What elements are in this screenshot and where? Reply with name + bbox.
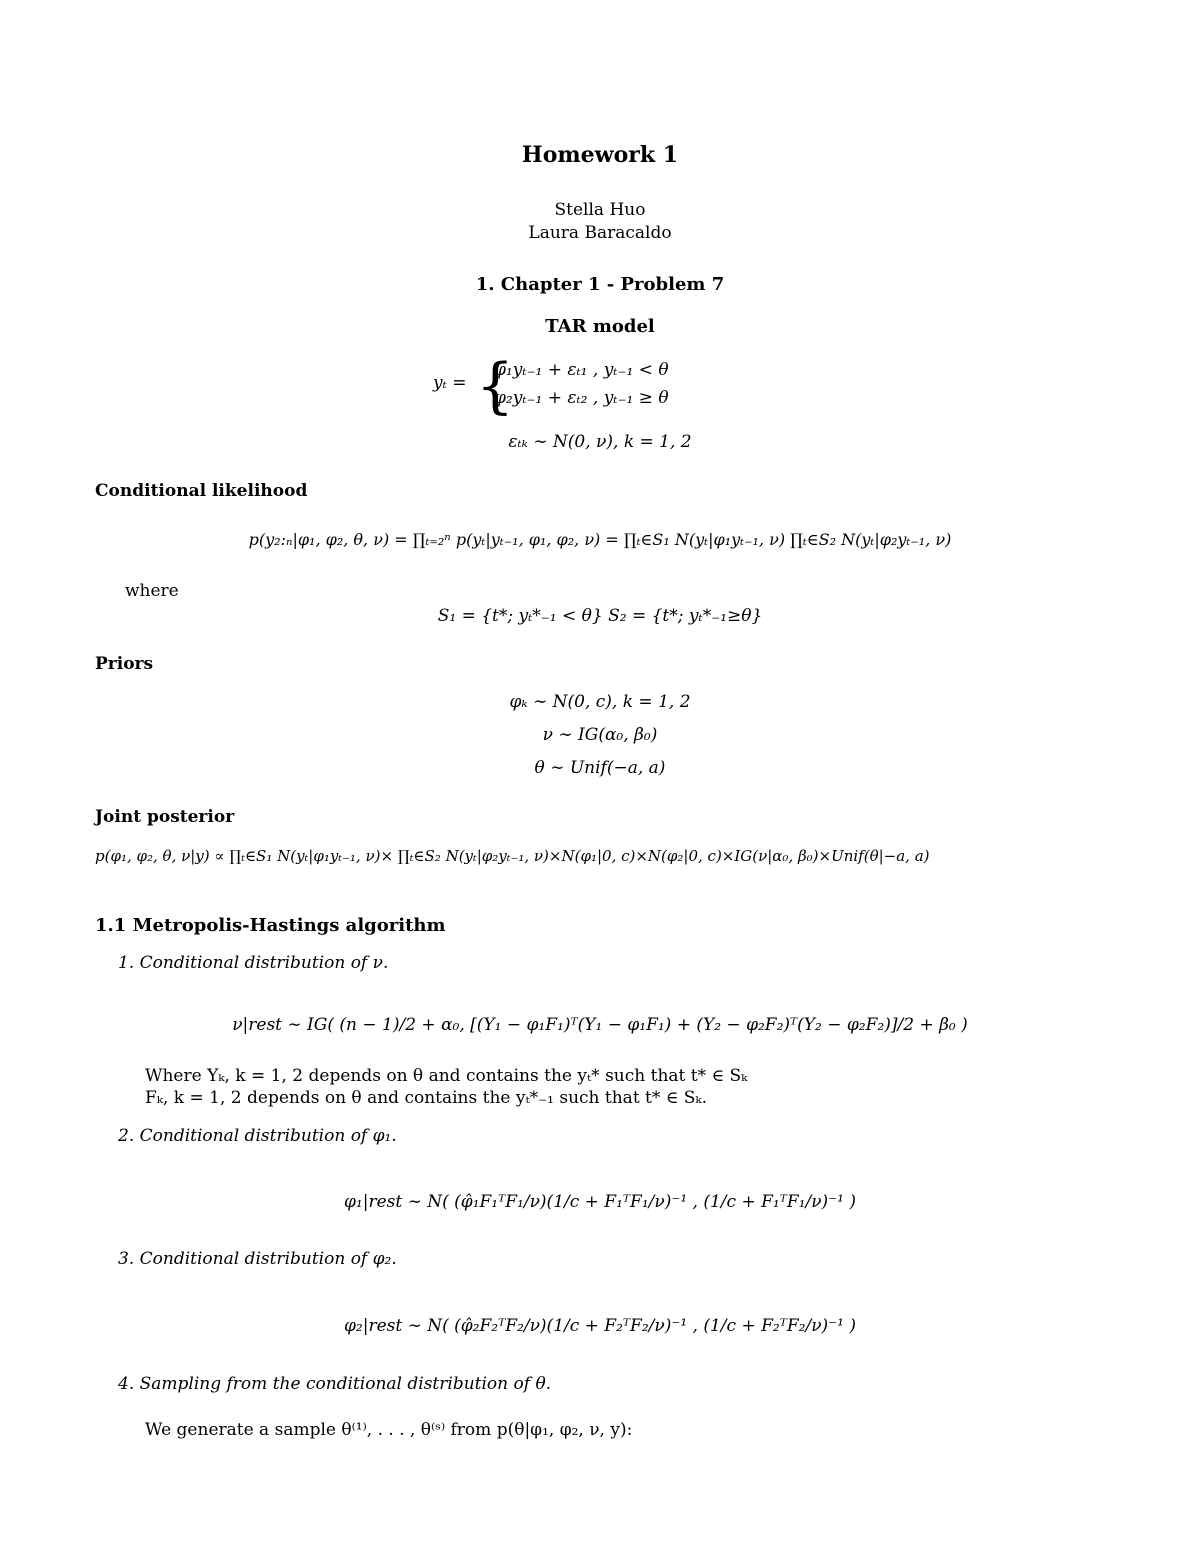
document-title: Homework 1 [521, 142, 679, 168]
step-1-equation: ν|rest ∼ IG( (n − 1)/2 + α₀, [(Y₁ − φ₁F₁)ᵀ(Y₁ − φ₁F₁) + (Y₂ − φ₂F₂)ᵀ(Y₂ − φ₂F₂)]/2 + β₀ ) [232, 1015, 968, 1035]
cases-brace: { [476, 351, 515, 421]
step-2-label: 2. Conditional distribution of φ₁. [118, 1126, 397, 1146]
tar-case-2: φ₂yₜ₋₁ + εₜ₂ , yₜ₋₁ ≥ θ [494, 388, 669, 408]
problem-heading: 1. Chapter 1 - Problem 7 [475, 274, 725, 295]
conditional-likelihood-equation: p(y₂:ₙ|φ₁, φ₂, θ, ν) = ∏ₜ₌₂ⁿ p(yₜ|yₜ₋₁, φ₁, φ₂, ν) = ∏ₜ∈S₁ N(yₜ|φ₁yₜ₋₁, ν) ∏ₜ∈S₂ N(yₜ|φ₂yₜ₋₁, ν) [248, 530, 952, 549]
tar-case-1: φ₁yₜ₋₁ + εₜ₁ , yₜ₋₁ < θ [494, 360, 669, 380]
author-1: Stella Huo [554, 200, 646, 220]
step-2-equation: φ₁|rest ∼ N( (φ̂₁F₁ᵀF₁/ν)(1/c + F₁ᵀF₁/ν)⁻¹ , (1/c + F₁ᵀF₁/ν)⁻¹ ) [344, 1192, 856, 1212]
conditional-likelihood-heading: Conditional likelihood [95, 481, 308, 501]
where-label: where [125, 581, 179, 601]
step-4-text: We generate a sample θ⁽¹⁾, . . . , θ⁽ˢ⁾ from p(θ|φ₁, φ₂, ν, y): [145, 1420, 633, 1440]
tar-lhs: yₜ = [433, 373, 467, 393]
mh-section-heading: 1.1 Metropolis-Hastings algorithm [95, 915, 446, 936]
sets-equation: S₁ = {t*; yₜ*₋₁ < θ} S₂ = {t*; yₜ*₋₁≥θ} [437, 606, 763, 626]
noise-equation: εₜₖ ∼ N(0, ν), k = 1, 2 [508, 432, 692, 452]
step-1-note-1: Where Yₖ, k = 1, 2 depends on θ and contains the yₜ* such that t* ∈ Sₖ [145, 1066, 748, 1086]
step-1-note-2: Fₖ, k = 1, 2 depends on θ and contains the yₜ*₋₁ such that t* ∈ Sₖ. [145, 1088, 708, 1108]
priors-heading: Priors [95, 654, 154, 674]
step-1-label: 1. Conditional distribution of ν. [118, 953, 389, 973]
prior-phi: φₖ ∼ N(0, c), k = 1, 2 [509, 692, 691, 712]
step-4-label: 4. Sampling from the conditional distribution of θ. [118, 1374, 552, 1394]
joint-posterior-heading: Joint posterior [95, 807, 235, 827]
prior-theta: θ ∼ Unif(−a, a) [534, 758, 666, 778]
author-2: Laura Baracaldo [528, 223, 672, 243]
prior-nu: ν ∼ IG(α₀, β₀) [542, 725, 658, 745]
step-3-equation: φ₂|rest ∼ N( (φ̂₂F₂ᵀF₂/ν)(1/c + F₂ᵀF₂/ν)⁻¹ , (1/c + F₂ᵀF₂/ν)⁻¹ ) [344, 1316, 856, 1336]
model-heading: TAR model [545, 316, 655, 337]
joint-posterior-equation: p(φ₁, φ₂, θ, ν|y) ∝ ∏ₜ∈S₁ N(yₜ|φ₁yₜ₋₁, ν)× ∏ₜ∈S₂ N(yₜ|φ₂yₜ₋₁, ν)×N(φ₁|0, c)×N(φ₂|0, c)×IG(ν|α₀, β₀)×Unif(θ|−a, a) [95, 847, 930, 865]
step-3-label: 3. Conditional distribution of φ₂. [118, 1249, 397, 1269]
